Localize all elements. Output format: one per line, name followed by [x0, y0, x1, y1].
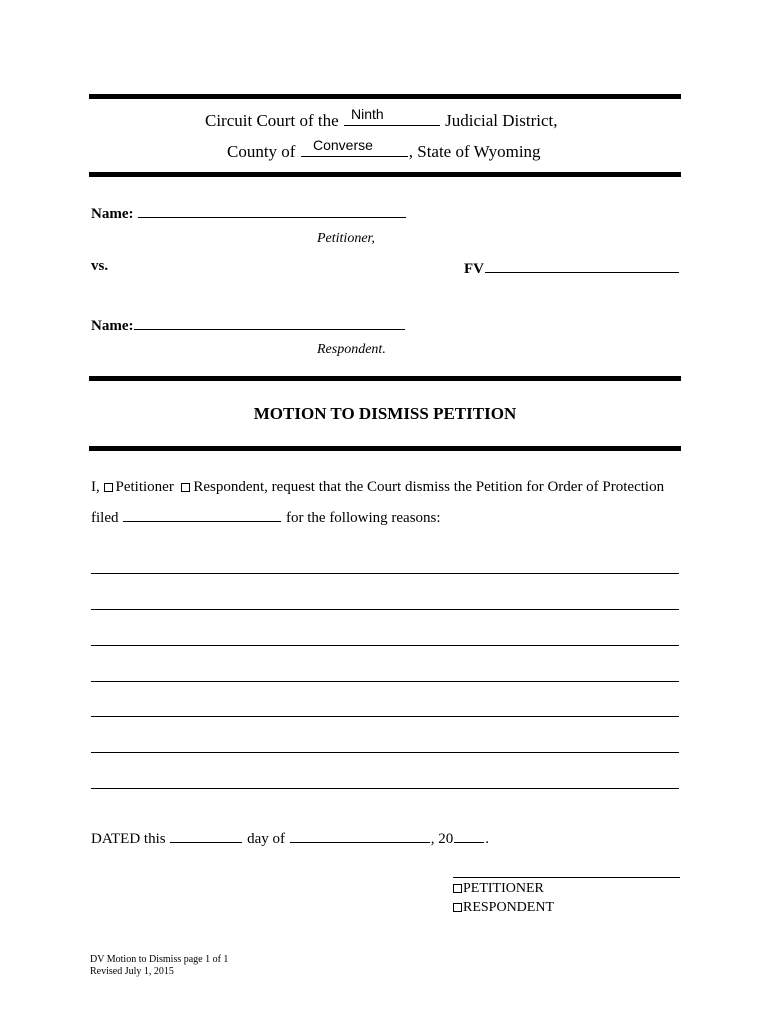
signature-respondent-row	[453, 900, 554, 916]
respondent-name-label: Name:	[91, 318, 134, 334]
intro-text: I,	[91, 479, 100, 495]
footer	[90, 954, 228, 978]
court-prefix: Circuit Court of the	[205, 111, 339, 130]
footer-revision: Revised July 1, 2015	[90, 966, 174, 977]
petitioner-name-field[interactable]	[138, 203, 406, 218]
reason-line-5[interactable]	[91, 716, 679, 717]
district-suffix: Judicial District,	[445, 111, 558, 130]
signature-petitioner-label: PETITIONER	[463, 881, 544, 896]
filed-date-field[interactable]	[123, 507, 281, 522]
reasons-label: for the following reasons:	[286, 510, 441, 526]
respondent-option-label: Respondent, request that the Court dismiss the Petition for Order of Protection	[193, 479, 665, 495]
respondent-checkbox[interactable]	[181, 483, 190, 492]
petitioner-name-label: Name:	[91, 206, 134, 222]
page-title: MOTION TO DISMISS PETITION	[253, 404, 517, 423]
dated-suffix: .	[485, 831, 489, 847]
signature-petitioner-checkbox[interactable]	[453, 884, 462, 893]
reason-line-4[interactable]	[91, 681, 679, 682]
day-of-label: day of	[247, 831, 285, 847]
reason-line-7[interactable]	[91, 788, 679, 789]
county-value[interactable]: Converse	[313, 137, 373, 153]
petitioner-option-label: Petitioner	[115, 479, 174, 495]
dated-line	[91, 828, 489, 848]
year-field[interactable]	[454, 828, 484, 843]
top-rule	[89, 94, 681, 99]
header-rule	[89, 172, 681, 177]
vs-label: vs.	[91, 258, 109, 274]
reason-line-1[interactable]	[91, 573, 679, 574]
dated-prefix: DATED this	[91, 831, 166, 847]
district-value[interactable]: Ninth	[351, 106, 384, 122]
reason-line-2[interactable]	[91, 609, 679, 610]
month-field[interactable]	[290, 828, 430, 843]
year-prefix: , 20	[430, 831, 454, 847]
signature-respondent-label: RESPONDENT	[463, 900, 555, 915]
filed-line	[91, 507, 441, 527]
respondent-name-row	[91, 315, 406, 335]
case-label: FV	[464, 261, 484, 277]
signature-respondent-checkbox[interactable]	[453, 903, 462, 912]
county-prefix: County of	[227, 142, 296, 161]
day-field[interactable]	[170, 828, 242, 843]
county-line	[227, 142, 541, 162]
county-suffix: , State of Wyoming	[408, 142, 541, 161]
parties-rule	[89, 376, 681, 381]
signature-line[interactable]	[453, 877, 680, 878]
request-line	[91, 479, 664, 496]
petitioner-role: Petitioner,	[317, 231, 375, 246]
footer-page-info: DV Motion to Dismiss page 1 of 1	[90, 954, 229, 965]
petitioner-checkbox[interactable]	[104, 483, 113, 492]
respondent-name-field[interactable]	[134, 315, 405, 330]
filed-label: filed	[91, 510, 119, 526]
signature-petitioner-row	[453, 881, 544, 897]
petitioner-name-row	[91, 203, 407, 223]
reason-line-3[interactable]	[91, 645, 679, 646]
reason-line-6[interactable]	[91, 752, 679, 753]
case-number-row	[464, 258, 680, 278]
case-number-field[interactable]	[485, 258, 679, 273]
respondent-role: Respondent.	[317, 342, 386, 357]
title-rule	[89, 446, 681, 451]
